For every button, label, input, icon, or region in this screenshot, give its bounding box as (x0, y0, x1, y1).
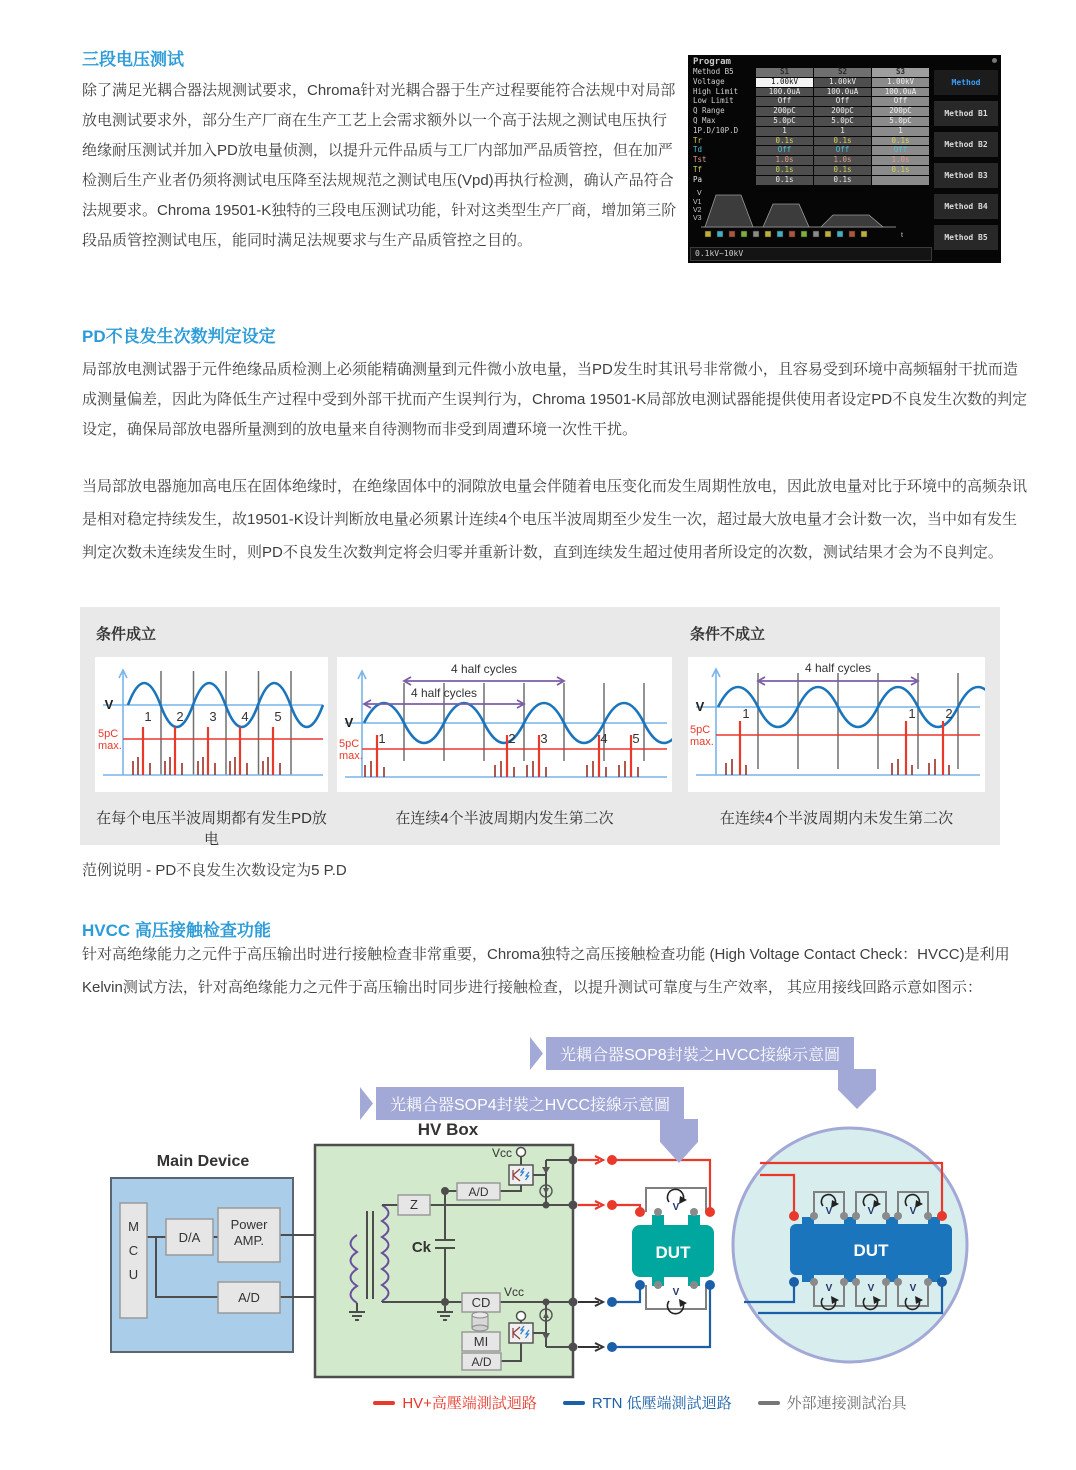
legend-item-rtn (563, 1392, 732, 1413)
voltmeter-label: V (825, 1206, 833, 1217)
table-row (691, 117, 931, 126)
program-table (691, 68, 931, 186)
vcc-label: Vcc (491, 1146, 512, 1160)
left-caption: 在每个电压半波周期都有发生PD放电 (96, 810, 327, 848)
row-label: Q Max (693, 115, 716, 125)
wave-t-label: t (901, 232, 903, 239)
sop4-assembly (607, 1155, 715, 1352)
pd-demo-panel (80, 607, 1000, 848)
vcc-label: Vcc (504, 1285, 525, 1299)
cell: 1.00kV (872, 78, 929, 87)
count-label: 1 (144, 709, 152, 724)
dut-label: DUT (853, 1241, 889, 1260)
da-label: D/A (178, 1230, 201, 1245)
timing-segment-icons (705, 231, 867, 237)
cell: S2 (814, 68, 871, 77)
table-row (691, 137, 931, 146)
wave-v3-label: V3 (693, 215, 702, 222)
cell: 100.0uA (814, 88, 871, 97)
screen-corner-icon (992, 58, 997, 63)
cell: S1 (756, 68, 813, 77)
voltmeter-label: V (825, 1283, 833, 1294)
pc-threshold-label: 5pC (98, 728, 119, 740)
legend-label: RTN 低壓端測試迴路 (591, 1395, 732, 1412)
mcu-letter: C (128, 1243, 139, 1258)
screen-status-bar: 0.1kV~10kV (690, 247, 932, 261)
half-cycles-label: 4 half cycles (804, 661, 872, 675)
table-row (691, 88, 931, 97)
vcc-terminal (517, 1312, 526, 1321)
v-axis-label: V (104, 697, 114, 712)
pd-diagram-every-halfcycle (95, 657, 328, 792)
half-cycles-label: 4 half cycles (410, 686, 478, 700)
hvcc-wiring-diagram (80, 1030, 1040, 1430)
section-title-hvcc: HVCC 高压接触检查功能 (82, 921, 271, 940)
hv-output-arrows (578, 1156, 603, 1351)
banner-sop4 (360, 1087, 684, 1120)
cell: 1.0s (872, 156, 929, 165)
blue-dash-icon (563, 1401, 585, 1405)
v-axis-label: V (344, 715, 354, 730)
half-cycles-label: 4 half cycles (450, 662, 518, 676)
softkey-method-b5: Method B5 (934, 225, 998, 250)
voltmeter-label: V (672, 1287, 680, 1298)
mi-label: MI (473, 1334, 489, 1349)
cell: 0.1s (872, 137, 929, 146)
cell: S3 (872, 68, 929, 77)
softkey-method-b2: Method B2 (934, 132, 998, 157)
cell: 5.0pC (756, 117, 813, 126)
cell-editing: 1.00kV (756, 78, 813, 87)
row-label: Low Limit (693, 96, 734, 106)
wave-v-label: V (697, 190, 702, 197)
table-row (691, 68, 931, 77)
pc-max-label: max. (339, 750, 363, 762)
cell: Off (814, 146, 871, 155)
table-row (691, 146, 931, 155)
softkey-method: Method (934, 70, 998, 95)
cell: 200pC (872, 107, 929, 116)
legend-label: HV+高壓端測試迴路 (402, 1395, 537, 1412)
v-axis-label: V (695, 699, 705, 714)
pd-diagram-not-within-4-halfcycles (688, 657, 985, 792)
voltage-profile-chart (691, 187, 929, 243)
banner-sop8-text: 光耦合器SOP8封裝之HVCC接線示意圖 (546, 1037, 854, 1070)
row-label: Tr (693, 135, 703, 145)
voltmeter-label: V (672, 1202, 680, 1213)
cell: 0.1s (872, 166, 929, 175)
table-row (691, 156, 931, 165)
pd-count-paragraph-1: 局部放电测试器于元件绝缘品质检测上必须能精确测量到元件微小放电量，当PD发生时其讯号非常微小，且容易受到环境中高频辐射干扰而造成测量偏差，因此为降低生产过程中受到外部干扰而产生误判行为，Chroma 19501-K局部放电测试器能提供使用者设定PD不良发生次数的判定设定，确保局部放电器所量测到的放电量来自待测物而非受到周遭环境一次性干扰。 (82, 361, 1028, 438)
cell: 1.00kV (814, 78, 871, 87)
voltmeter-label: V (909, 1206, 917, 1217)
pc-threshold-label: 5pC (339, 738, 360, 750)
optocoupler-icon (509, 1165, 533, 1185)
pc-max-label: max. (98, 740, 122, 752)
pd-count-paragraph-2: 当局部放电器施加高电压在固体绝缘时，在绝缘固体中的洞隙放电量会伴随着电压变化而发生周期性放电，因此放电量对比于环境中的高频杂讯是相对稳定持续发生，故19501-K设计判断放电量必须累计连续4个电压半波周期至少发生一次，超过最大放电量才会计数一次，当中如有发生判定次数未连续发生时，则PD不良发生次数判定将会归零并重新计数，直到连续发生超过使用者所设定的次数，测试结果才会为不良判定。 (82, 478, 1028, 561)
cell: 0.1s (814, 176, 871, 185)
power-amp-label: Power (230, 1217, 268, 1232)
row-label: 1P.D/10P.D (693, 125, 739, 135)
row-label: Voltage (693, 76, 725, 86)
wave-v1-label: V1 (693, 199, 702, 206)
table-row (691, 176, 931, 185)
hv-box-label: HV Box (417, 1120, 479, 1139)
count-label: 4 (241, 709, 249, 724)
row-label: Q Range (693, 106, 725, 116)
example-note: 范例说明 - PD不良发生次数设定为5 P.D (82, 862, 347, 879)
right-panel-title: 条件不成立 (690, 626, 766, 643)
cd-label: CD (471, 1295, 491, 1310)
ck-label: Ck (411, 1239, 431, 1256)
ad-label: A/D (471, 1355, 492, 1369)
count-label: 4 (600, 731, 608, 746)
table-row (691, 78, 931, 87)
program-screen-image (688, 55, 1001, 263)
mcu-letter: M (128, 1219, 139, 1234)
count-label: 3 (540, 731, 548, 746)
row-label: Pa (693, 174, 703, 184)
ad-label: A/D (468, 1185, 489, 1199)
table-row (691, 166, 931, 175)
cell: 0.1s (756, 137, 813, 146)
cell: 1.0s (814, 156, 871, 165)
circuit-svg (80, 1095, 1040, 1405)
cell: Off (756, 146, 813, 155)
softkey-method-b4: Method B4 (934, 194, 998, 219)
cell: 1 (814, 127, 871, 136)
dut-label: DUT (655, 1243, 691, 1262)
row-label: Td (693, 145, 703, 155)
main-device-label: Main Device (156, 1153, 250, 1170)
table-row (691, 107, 931, 116)
middle-caption: 在连续4个半波周期内发生第二次 (395, 810, 614, 827)
voltmeter-label: V (867, 1283, 875, 1294)
row-label: High Limit (693, 86, 739, 96)
softkey-method-b1: Method B1 (934, 101, 998, 126)
cell: 100.0uA (872, 88, 929, 97)
left-panel-title: 条件成立 (96, 626, 157, 643)
right-caption: 在连续4个半波周期内未发生第二次 (719, 810, 954, 827)
pd-diagram-within-4-halfcycles (337, 657, 672, 792)
cell: 0.1s (756, 176, 813, 185)
gray-dash-icon (758, 1401, 780, 1405)
wave-v2-label: V2 (693, 207, 702, 214)
count-label: 3 (209, 709, 217, 724)
count-label: 5 (274, 709, 282, 724)
cell: 100.0uA (756, 88, 813, 97)
count-label: 2 (945, 706, 953, 721)
red-dash-icon (373, 1401, 395, 1405)
count-label: 1 (908, 706, 916, 721)
row-label: Method B5 (693, 67, 734, 76)
cell: 5.0pC (814, 117, 871, 126)
legend-label: 外部連接測試治具 (786, 1395, 907, 1412)
sensor-cylinder-icon (472, 1312, 488, 1331)
cell: 1 (872, 127, 929, 136)
count-label: 1 (742, 706, 750, 721)
pd-spikes (365, 735, 638, 777)
screen-title: Program (693, 57, 731, 67)
three-stage-paragraph: 除了满足光耦合器法规测试要求，Chroma针对光耦合器于生产过程要能符合法规中对局部放电测试要求外，部分生产厂商在生产工艺上会需求额外以一个高于法规之测试电压执行绝缘耐压测试并加入PD放电量侦测，以提升元件品质与工厂内部加严品质管控，但在加严检测后生产业者仍须将测试电压降至法规规范之测试电压(Vpd)再执行检测，确认产品符合法规要求。Chroma 19501-K独特的三段电压测试功能，针对这类型生产厂商，增加第三阶段品质管控测试电压，能同时满足法规要求与生产品质管控之目的。 (82, 82, 677, 249)
ad-label: A/D (238, 1290, 260, 1305)
cell (872, 176, 929, 185)
cell: Off (872, 146, 929, 155)
power-amp-label: AMP. (233, 1233, 265, 1248)
hvcc-paragraph: 针对高绝缘能力之元件于高压输出时进行接触检查非常重要，Chroma独特之高压接触检查功能 (High Voltage Contact Check：HVCC)是利用Kelvin测试方法，针对高绝缘能力之元件于高压输出时同步进行接触检查，以提升测试可靠度与生产效率， 其应用接线回路示意如图示： (82, 946, 1010, 996)
section-title-pd-count: PD不良发生次数判定设定 (82, 327, 276, 346)
banner-sop4-text: 光耦合器SOP4封裝之HVCC接線示意圖 (376, 1087, 684, 1120)
cell: 5.0pC (872, 117, 929, 126)
cell: 200pC (814, 107, 871, 116)
cell: 0.1s (814, 137, 871, 146)
cell: 0.1s (814, 166, 871, 175)
vcc-terminal (517, 1148, 526, 1157)
voltmeter-label: V (909, 1283, 917, 1294)
legend-item-fixture (758, 1392, 907, 1413)
row-label: Tst (693, 155, 707, 165)
optocoupler-icon (509, 1323, 533, 1343)
cell: 0.1s (756, 166, 813, 175)
legend-item-hv (373, 1392, 537, 1413)
count-label: 5 (632, 731, 640, 746)
count-label: 2 (176, 709, 184, 724)
count-label: 1 (378, 731, 386, 746)
mcu-letter: U (128, 1267, 139, 1282)
voltmeter-label: V (867, 1206, 875, 1217)
diagram-legend (240, 1392, 1040, 1413)
cell: Off (814, 97, 871, 106)
row-label: Tf (693, 164, 703, 174)
z-label: Z (410, 1197, 418, 1212)
banner-notch-icon (530, 1037, 543, 1070)
banner-notch-icon (360, 1087, 373, 1120)
cell: 200pC (756, 107, 813, 116)
cell: 1.0s (756, 156, 813, 165)
count-label: 2 (508, 731, 516, 746)
pc-threshold-label: 5pC (690, 724, 711, 736)
cell: Off (756, 97, 813, 106)
pc-max-label: max. (690, 736, 714, 748)
table-row (691, 127, 931, 136)
table-row (691, 97, 931, 106)
cell: 1 (756, 127, 813, 136)
section-title-three-stage: 三段电压测试 (82, 50, 184, 69)
cell: Off (872, 97, 929, 106)
softkey-method-b3: Method B3 (934, 163, 998, 188)
banner-sop8 (530, 1037, 854, 1070)
